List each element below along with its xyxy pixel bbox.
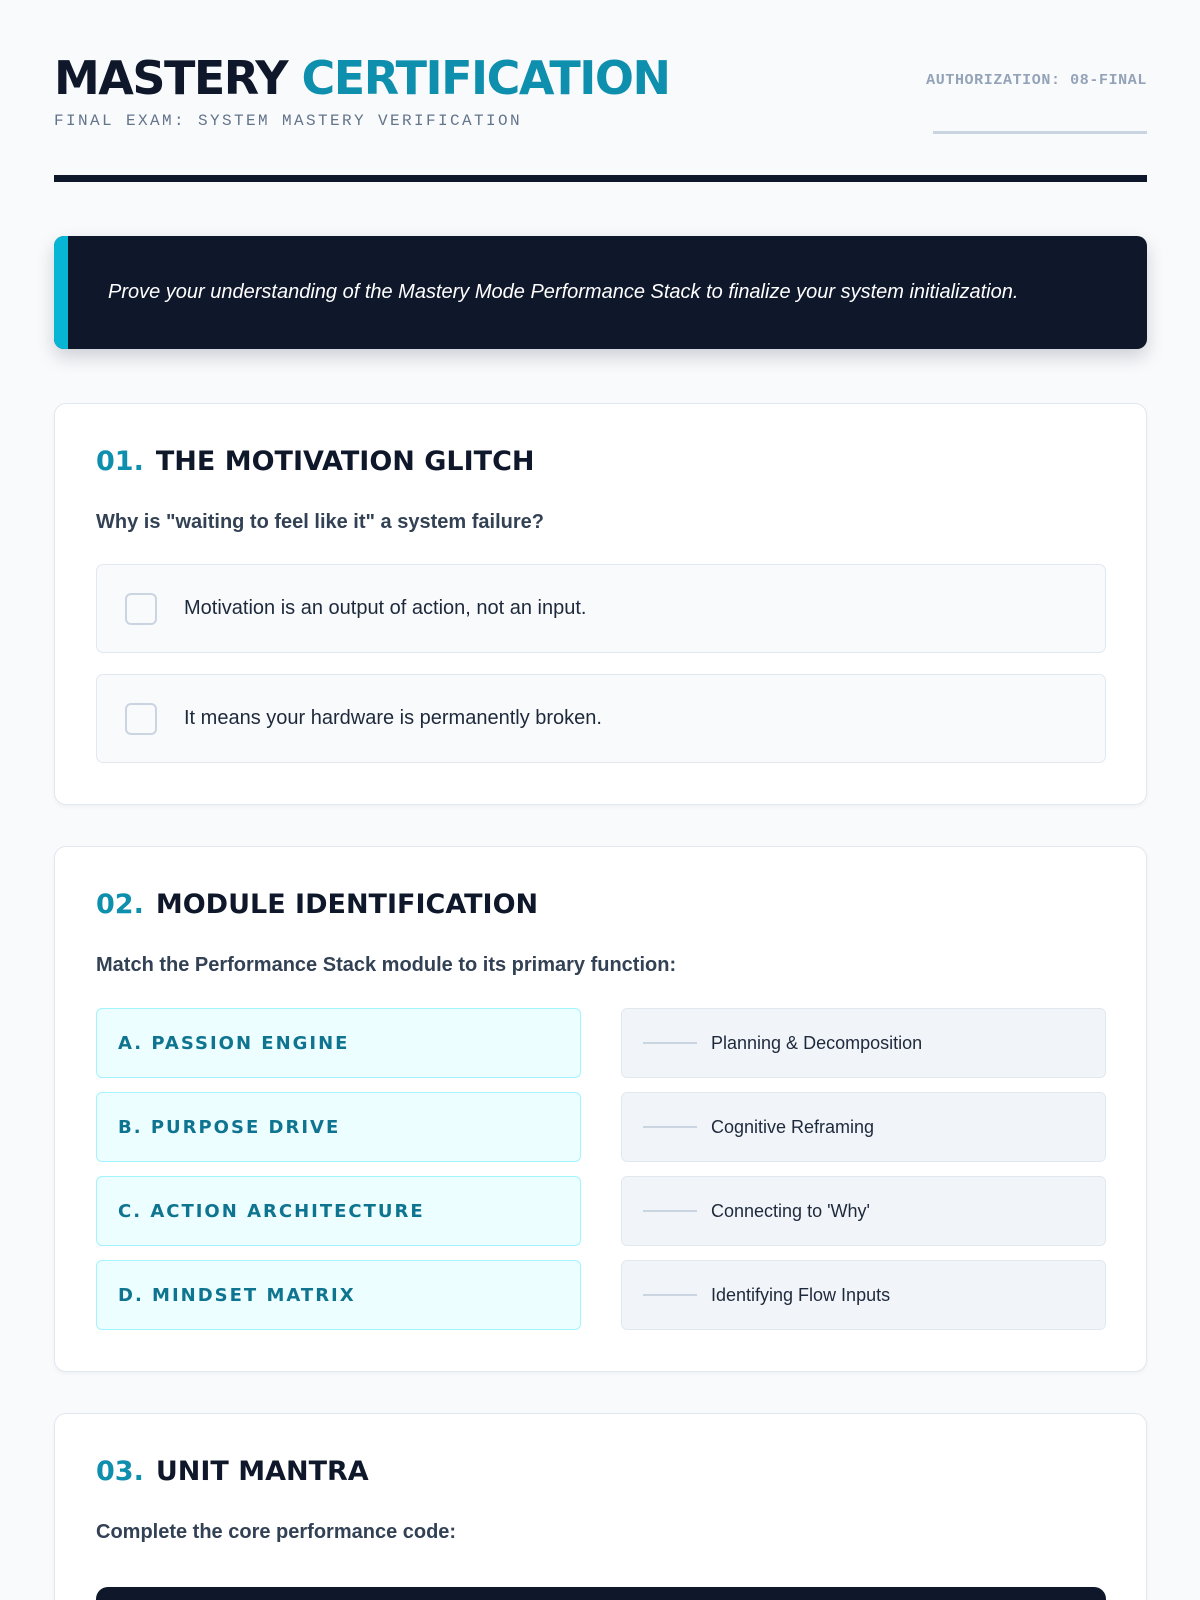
checkbox[interactable] [125,593,157,625]
function-label: Identifying Flow Inputs [711,1284,891,1305]
section-card-03 [54,1413,1147,1600]
drag-handle[interactable] [643,1294,697,1296]
section-title-text: MODULE IDENTIFICATION [155,889,539,920]
function-label: Cognitive Reframing [711,1116,875,1137]
module-item-purpose-drive[interactable]: B. PURPOSE DRIVE [96,1092,581,1162]
section-card-02 [54,846,1147,1372]
function-item[interactable] [621,1092,1106,1162]
drag-handle[interactable] [643,1042,697,1044]
function-item[interactable] [621,1260,1106,1330]
exam-page [54,0,1147,1543]
function-label: Planning & Decomposition [711,1032,923,1053]
authorization-code: AUTHORIZATION: 08-FINAL [926,72,1147,89]
function-label: Connecting to 'Why' [711,1200,870,1221]
title-main: MASTERY [54,51,288,105]
module-item-mindset-matrix[interactable]: D. MINDSET MATRIX [96,1260,581,1330]
drag-handle[interactable] [643,1126,697,1128]
section-title [96,1456,369,1487]
module-item-passion-engine[interactable]: A. PASSION ENGINE [96,1008,581,1078]
header-divider [54,175,1147,182]
answer-option-label: Motivation is an output of action, not an input. [184,597,587,619]
function-item[interactable] [621,1176,1106,1246]
drag-handle[interactable] [643,1210,697,1212]
answer-option-label: It means your hardware is permanently broken. [184,707,602,729]
banner-accent-bar [54,236,68,349]
section-number: 01. [96,446,144,477]
module-item-action-architecture[interactable]: C. ACTION ARCHITECTURE [96,1176,581,1246]
section-card-01 [54,403,1147,805]
answer-option[interactable] [96,564,1106,653]
section-title [96,446,535,477]
checkbox[interactable] [125,703,157,735]
page-header [54,0,1147,183]
section-number: 02. [96,889,144,920]
section-title-text: UNIT MANTRA [155,1456,369,1487]
section-title [96,889,538,920]
answer-option[interactable] [96,674,1106,763]
page-subtitle: FINAL EXAM: SYSTEM MASTERY VERIFICATION [54,112,523,130]
page-title [54,50,670,106]
section-title-text: THE MOTIVATION GLITCH [155,446,535,477]
signature-line [933,131,1147,134]
section-number: 03. [96,1456,144,1487]
title-accent: CERTIFICATION [301,51,670,105]
function-item[interactable] [621,1008,1106,1078]
question-text: Match the Performance Stack module to its primary function: [96,954,677,976]
intro-text: Prove your understanding of the Mastery Mode Performance Stack to finalize your system initialization. [108,281,1019,303]
question-text: Complete the core performance code: [96,1521,457,1543]
question-text: Why is "waiting to feel like it" a system failure? [96,511,544,533]
mantra-code-block[interactable] [96,1587,1106,1600]
intro-banner [54,236,1147,349]
